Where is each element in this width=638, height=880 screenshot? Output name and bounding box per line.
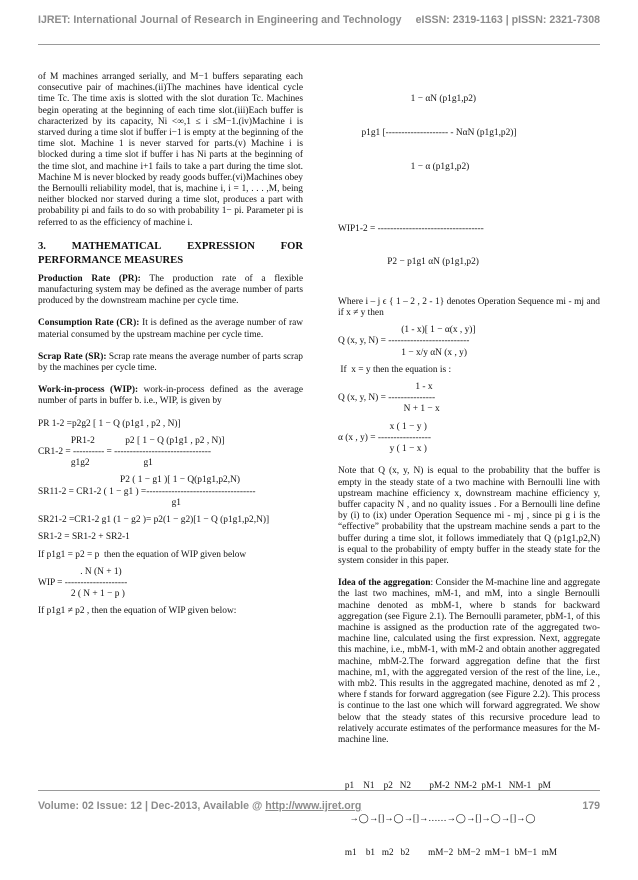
intro-paragraph: of M machines arranged serially, and M−1 buffers separating each consecutive pair of machines.(ii)The machines have identical cycle time Tc. The time axis is slotted with the slot duration Tc. Machines begin operating at the beginning of each time slot.(iii)Each buffer is characterized by its capacity, Ni <∞,1 ≤ i ≤M−1.(iv)Machine i is starved during a time slot if buffer i−1 is empty at the beginning of the time slot. Machine 1 is never starved for parts.(v) Machine i is blocked during a time slot if buffer i has Ni parts at the beginning of the time slot, and machine i+1 fails to take a part during the time slot. Machine M is never blocked by ready goods buffer.(vi)Machines obey the Bernoulli reliability model, that is, machine i, i = 1, . . . ,M, being neither blocked nor starved during a time slot, produces a part with probability pi and fails to do so with probability 1− pi. Parameter pi is referred to as the efficiency of machine i. xyxy=(38,72,303,228)
machine-line-diagram xyxy=(338,757,600,880)
consumption-rate-paragraph: Consumption Rate (CR): It is defined as the average number of raw material consumed by the upstream machine per cycle time. xyxy=(38,318,303,340)
eq-consumption-rate: PR1-2 p2 [ 1 − Q (p1g1 , p2 , N)] CR1-2 = ---------- = ------------------------------- g1g2 g1 xyxy=(38,435,225,469)
wip-paragraph: Work-in-process (WIP): work-in-process defined as the average number of parts in buffer b. i.e., WIP, is given by xyxy=(38,385,303,407)
eq-condition-equal: If p1g1 = p2 = p then the equation of WIP given below xyxy=(38,549,247,560)
eq-wip-equal: . N (N + 1) WIP = -------------------- 2 ( N + 1 − p ) xyxy=(38,566,128,600)
left-column xyxy=(38,72,303,618)
eq-scrap-rate-2: SR21-2 =CR1-2 g1 (1 − g2 )= p2(1 − g2)[1 − Q (p1g1,p2,N)] xyxy=(38,515,270,526)
running-footer xyxy=(38,800,600,812)
right-column xyxy=(338,72,600,880)
eq-wip-unequal: 1 − αN (p1g1,p2) p1g1 [-------------------- - NαN (p1g1,p2)] 1 − α (p1g1,p2) WIP1-2 = ---------------------------------- P2 − p1g1 αN (p1g1,p2) xyxy=(338,94,517,268)
eq-condition-xy: If x = y then the equation is : xyxy=(338,364,452,375)
footer-rule xyxy=(38,790,600,791)
note-paragraph: Note that Q (x, y, N) is equal to the probability that the buffer is empty in the steady state of a two machine with Bernoulli line with upstream machine efficiency x, downstream machine efficiency y, buffer capacity N , and no quality issues . For a Bernoulli line define by (i) to (ix) under Operation Sequence mi - mj , since pi g i is the “effective” probability that the upstream machine sends a part to the buffer during a time slot, it follows immediately that Q (p1g1,p2,N) is equal to the probability of empty buffer in the steady state for the system consider in this paper. xyxy=(338,466,600,566)
chain-flow: →◯→[]→◯→[]→……→◯→[]→◯→[]→◯ xyxy=(338,813,536,824)
aggregation-paragraph: Idea of the aggregation: Consider the M-machine line and aggregate the last two machines, mM-1, and mM, into a single Bernoulli machine denoted as mbM-1, where b stands for backward aggregation (see Figure 2.1). The Bernoulli parameter, pbM-1, of this machine is assigned as the production rate of the aggregated two-machine line, calculated using the first expression. Next, aggregate this machine, i.e., mbM-1, with mM-2 and obtain another aggregated machine, mbM-2.The forward aggregation define that the first machine, m1, with the aggregated version of the rest of the line, i.e., with mb2. This results in the aggregated machine, denoted as mf 2 , where f stands for forward aggregation (see Figure 2.2). This process is continue to the last one which will forward aggregrated. We show below that the steady states of this recursive procedure lead to relatively accurate estimates of the performance measures for the M-machine line. xyxy=(338,578,600,745)
production-rate-paragraph: Production Rate (PR): The production rate of a flexible manufacturing system may be defined as the average number of parts produced by the downstream machine per cycle time. xyxy=(38,273,303,307)
section-heading: 3. MATHEMATICAL EXPRESSION FOR PERFORMANCE MEASURES xyxy=(38,240,303,266)
header-rule xyxy=(38,44,600,45)
eq-scrap-rate-1: P2 ( 1 − g1 )[ 1 − Q(p1g1,p2,N) SR11-2 = CR1-2 ( 1 − g1 ) =----------------------------------- g1 xyxy=(38,475,256,508)
scrap-rate-paragraph: Scrap Rate (SR): Scrap rate means the average number of parts scrap by the machines per cycle time. xyxy=(38,351,303,374)
volume-info: Volume: 02 Issue: 12 | Dec-2013, Available @ http://www.ijret.org xyxy=(38,800,362,812)
journal-link[interactable]: http://www.ijret.org xyxy=(265,800,362,812)
eq-condition-unequal: If p1g1 ≠ p2 , then the equation of WIP given below: xyxy=(38,606,237,617)
journal-name: IJRET: International Journal of Research in Engineering and Technology xyxy=(38,14,402,26)
eq-scrap-rate-total: SR1-2 = SR1-2 + SR2-1 xyxy=(38,532,130,543)
eq-alpha: x ( 1 − y ) α (x , y) = ----------------- y ( 1 − x ) xyxy=(338,421,431,455)
running-header xyxy=(38,14,600,26)
eq-production-rate: PR 1-2 =p2g2 [ 1 − Q (p1g1 , p2 , N)] xyxy=(38,418,181,429)
page-number: 179 xyxy=(582,800,600,812)
eq-q-function: (1 - x)[ 1 − α(x , y)] Q (x, y, N) = -------------------------- 1 − x/y αN (x , y) xyxy=(338,325,476,358)
issn: eISSN: 2319-1163 | pISSN: 2321-7308 xyxy=(415,14,600,26)
eq-q-equal: 1 - x Q (x, y, N) = --------------- N + 1 − x xyxy=(338,382,440,415)
chain-parameters: p1 N1 p2 N2 pM-2 NM-2 pM-1 NM-1 pM xyxy=(338,779,551,790)
chain-labels: m1 b1 m2 b2 mM−2 bM−2 mM−1 bM−1 mM xyxy=(338,846,558,857)
where-paragraph: Where i – j ϵ { 1 – 2 , 2 - 1} denotes Operation Sequence mi - mj and if x ≠ y then xyxy=(338,296,600,319)
